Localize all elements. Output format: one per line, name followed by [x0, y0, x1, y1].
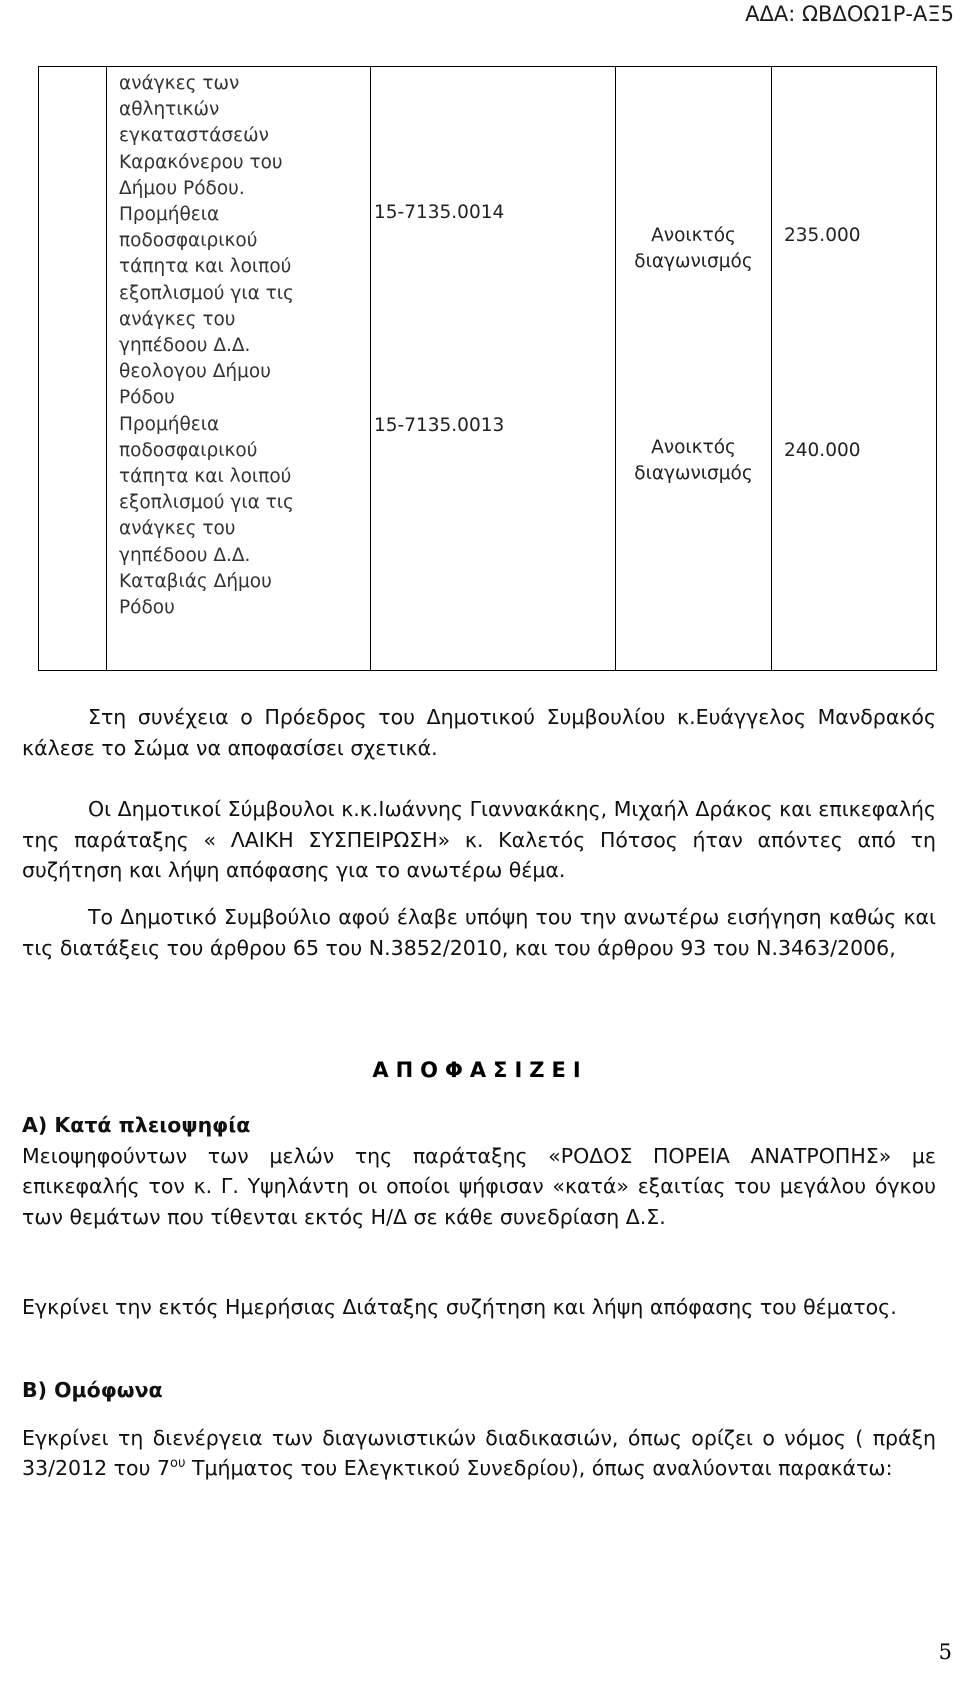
description-line: Ρόδου — [119, 597, 175, 619]
decides-heading: ΑΠΟΦΑΣΙΖΕΙ — [372, 1058, 588, 1082]
description-line: ανάγκες του — [119, 308, 236, 330]
amount: 235.000 — [784, 225, 861, 246]
paragraph-president: Στη συνέχεια ο Πρόεδρος του Δημοτικού Συμβουλίου κ.Ευάγγελος Μανδρακός κάλεσε το Σώμα να αποφασίσει σχετικά. — [22, 705, 936, 760]
description-line: ποδοσφαιρικού — [119, 230, 258, 252]
row-1-description — [119, 71, 370, 412]
section-a — [22, 1110, 936, 1232]
procedure-line: διαγωνισμός — [634, 463, 753, 485]
amount: 240.000 — [784, 440, 861, 461]
amount-cell — [772, 67, 937, 671]
section-b-text-part: Εγκρίνει τη διενέργεια των διαγωνιστικών διαδικασιών, όπως ορίζει ο νόμος ( πράξη 33/2012 του 7 — [22, 1425, 936, 1480]
table-row — [39, 67, 937, 671]
section-a-title: Α) Κατά πλειοψηφία — [22, 1113, 251, 1137]
description-line: αθλητικών — [119, 99, 220, 121]
budget-code: 15-7135.0013 — [374, 415, 505, 436]
section-b — [22, 1375, 936, 1484]
section-b-text-part: Τμήματος του Ελεγκτικού Συνεδρίου), όπως αναλύονται παρακάτω: — [185, 1456, 893, 1480]
description-line: εγκαταστάσεών — [119, 125, 269, 147]
section-a-text: Μειοψηφούντων των μελών της παράταξης «ΡΟΔΟΣ ΠΟΡΕΙΑ ΑΝΑΤΡΟΠΗΣ» με επικεφαλής τον κ. Γ. Υψηλάντη οι οποίοι ψήφισαν «κατά» εξαιτίας του μεγάλου όγκου των θεμάτων που τίθενται εκτός Η/Δ σε κάθε συνεδρίαση Δ.Σ. — [22, 1143, 936, 1229]
row-2-description — [119, 412, 370, 622]
description-line: Προμήθεια — [119, 204, 220, 226]
page-number: 5 — [938, 1640, 952, 1664]
procedure-cell — [616, 67, 772, 671]
description-line: ανάγκες του — [119, 518, 236, 540]
description-line: εξοπλισμού για τις — [119, 282, 294, 304]
budget-code: 15-7135.0014 — [374, 202, 505, 223]
paragraph-council-considered: Το Δημοτικό Συμβούλιο αφού έλαβε υπόψη του την ανωτέρω εισήγηση καθώς και τις διατάξεις του άρθρου 65 του Ν.3852/2010, και του άρθρου 93 του Ν.3463/2006, — [22, 905, 936, 960]
description-line: γηπέδοου Δ.Δ. — [119, 335, 251, 357]
description-line: Δήμου Ρόδου. — [119, 177, 245, 199]
procedure-type — [616, 223, 771, 275]
description-line: Καρακόνερου του — [119, 151, 283, 173]
description-line: γηπέδοου Δ.Δ. — [119, 544, 251, 566]
procedure-line: Ανοικτός — [651, 225, 736, 246]
approve-paragraph: Εγκρίνει την εκτός Ημερήσιας Διάταξης συζήτηση και λήψη απόφασης του θέματος. — [22, 1295, 897, 1319]
description-line: τάπητα και λοιπού — [119, 256, 292, 278]
procurement-table — [38, 66, 937, 671]
description-line: τάπητα και λοιπού — [119, 466, 292, 488]
description-cell — [107, 67, 371, 671]
description-line: θεολογου Δήμου — [119, 361, 271, 383]
description-line: Προμήθεια — [119, 413, 220, 435]
procedure-type — [616, 435, 771, 487]
ordinal-superscript: ου — [169, 1456, 186, 1472]
description-line: Καταβιάς Δήμου — [119, 570, 272, 592]
section-b-title: Β) Ομόφωνα — [22, 1378, 163, 1402]
section-b-text — [22, 1423, 936, 1484]
description-line: εξοπλισμού για τις — [119, 492, 294, 514]
procedure-line: διαγωνισμός — [634, 251, 753, 273]
empty-cell — [39, 67, 107, 671]
description-line: ποδοσφαιρικού — [119, 439, 258, 461]
description-line: ανάγκες των — [119, 73, 240, 94]
procedure-line: Ανοικτός — [651, 437, 736, 458]
ada-code: ΑΔΑ: ΩΒΔΟΩ1Ρ-ΑΞ5 — [745, 2, 954, 26]
code-cell — [371, 67, 616, 671]
description-line: Ρόδου — [119, 387, 175, 409]
paragraph-absent-councillors: Οι Δημοτικοί Σύμβουλοι κ.κ.Ιωάννης Γιαννακάκης, Μιχαήλ Δράκος και επικεφαλής της παράταξης « ΛΑΙΚΗ ΣΥΣΠΕΙΡΩΣΗ» κ. Καλετός Πότσος ήταν απόντες από τη συζήτηση και λήψη απόφασης για το ανωτέρω θέμα. — [22, 797, 936, 882]
